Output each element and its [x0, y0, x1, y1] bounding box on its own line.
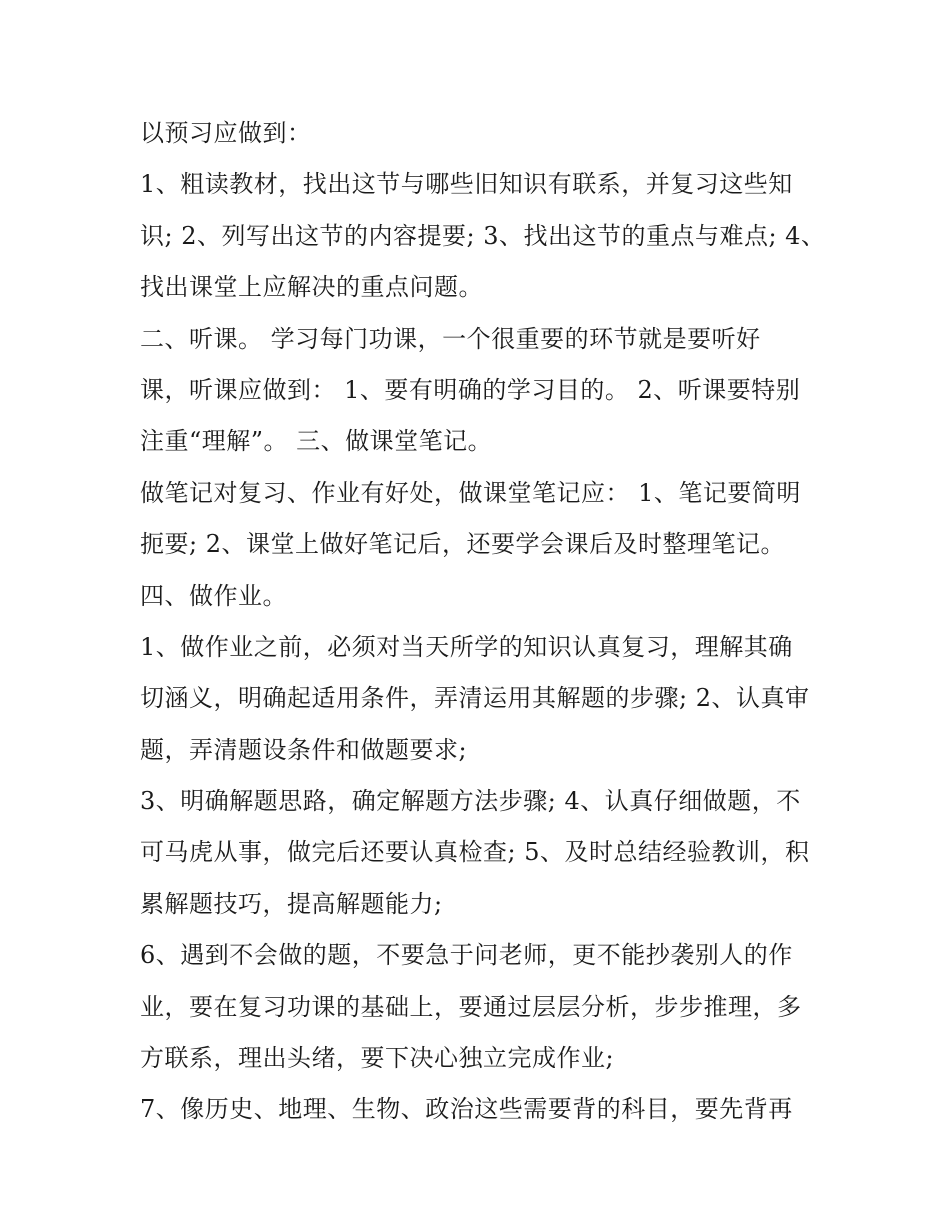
- text-line: 1、粗读教材，找出这节与哪些旧知识有联系，并复习这些知: [140, 170, 793, 199]
- text-line: 3、明确解题思路，确定解题方法步骤; 4、认真仔细做题，不: [140, 787, 801, 816]
- text-line: 扼要; 2、课堂上做好笔记后，还要学会课后及时整理笔记。: [140, 530, 785, 559]
- text-line: 题，弄清题设条件和做题要求;: [140, 735, 468, 764]
- text-line: 方联系，理出头绪，要下决心独立完成作业;: [140, 1044, 615, 1073]
- text-line: 1、做作业之前，必须对当天所学的知识认真复习，理解其确: [140, 632, 793, 661]
- text-line: 业，要在复习功课的基础上，要通过层层分析，步步推理，多: [140, 992, 802, 1021]
- text-line: 可马虎从事，做完后还要认真检查; 5、及时总结经验教训，积: [140, 838, 810, 867]
- text-line: 注重“理解”。 三、做课堂笔记。: [140, 427, 493, 456]
- text-line: 累解题技巧，提高解题能力;: [140, 889, 443, 918]
- text-line: 切涵义，明确起适用条件，弄清运用其解题的步骤; 2、认真审: [140, 684, 810, 713]
- text-line: 7、像历史、地理、生物、政治这些需要背的科目，要先背再: [140, 1095, 793, 1124]
- document-body: [140, 108, 826, 1136]
- text-line: 四、做作业。: [140, 581, 287, 610]
- text-line: 以预习应做到：: [140, 119, 312, 147]
- text-line: 识; 2、列写出这节的内容提要; 3、找出这节的重点与难点; 4、: [140, 221, 826, 250]
- text-line: 找出课堂上应解决的重点问题。: [140, 273, 483, 302]
- text-line: 课，听课应做到： 1、要有明确的学习目的。 2、听课要特别: [140, 375, 801, 404]
- text-line: 二、听课。 学习每门功课，一个很重要的环节就是要听好: [140, 324, 761, 353]
- text-line: 6、遇到不会做的题，不要急于问老师，更不能抄袭别人的作: [140, 941, 793, 970]
- text-line: 做笔记对复习、作业有好处，做课堂笔记应： 1、笔记要简明: [140, 478, 801, 507]
